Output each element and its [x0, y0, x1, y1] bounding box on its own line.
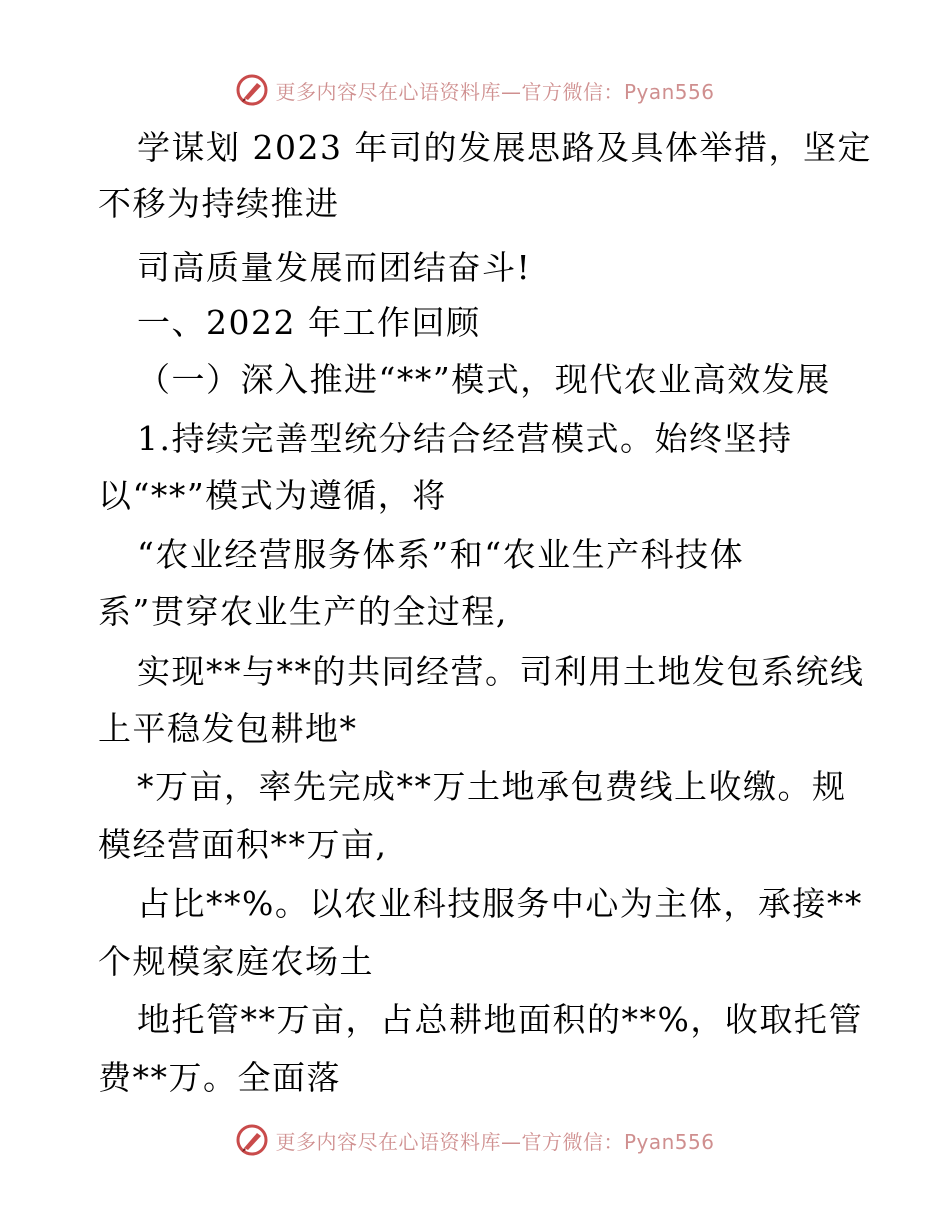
body-line: “农业经营服务体系”和“农业生产科技体 — [137, 535, 745, 574]
body-line: 占比**%。以农业科技服务中心为主体，承接** — [137, 884, 863, 923]
body-line: 上平稳发包耕地* — [98, 709, 358, 748]
pen-circle-logo-icon — [235, 73, 269, 107]
subsection-heading: （一）深入推进“**”模式，现代农业高效发展 — [137, 360, 831, 399]
body-line: 费**万。全面落 — [98, 1058, 341, 1097]
body-line: *万亩，率先完成**万土地承包费线上收缴。规 — [137, 767, 847, 806]
watermark-text: 更多内容尽在心语资料库—官方微信：Pyan556 — [275, 1129, 715, 1154]
footer-watermark — [0, 1120, 950, 1160]
pen-circle-logo-icon — [235, 1123, 269, 1157]
body-line: 学谋划 2023 年司的发展思路及具体举措，坚定 — [137, 128, 872, 167]
body-line: 系”贯穿农业生产的全过程, — [98, 592, 508, 631]
body-line: 个规模家庭农场土 — [98, 942, 374, 981]
body-line: 实现**与**的共同经营。司利用土地发包系统线 — [137, 652, 865, 691]
body-line: 地托管**万亩，占总耕地面积的**%，收取托管 — [137, 1000, 863, 1039]
section-heading: 一、2022 年工作回顾 — [137, 303, 481, 342]
body-line: 不移为持续推进 — [98, 184, 340, 223]
body-line: 模经营面积**万亩, — [98, 825, 388, 864]
body-line: 1.持续完善型统分结合经营模式。始终坚持 — [137, 419, 793, 458]
header-watermark — [0, 70, 950, 110]
body-line: 司高质量发展而团结奋斗! — [137, 248, 532, 287]
body-line: 以“**”模式为遵循，将 — [98, 476, 447, 515]
watermark-text: 更多内容尽在心语资料库—官方微信：Pyan556 — [275, 79, 715, 104]
